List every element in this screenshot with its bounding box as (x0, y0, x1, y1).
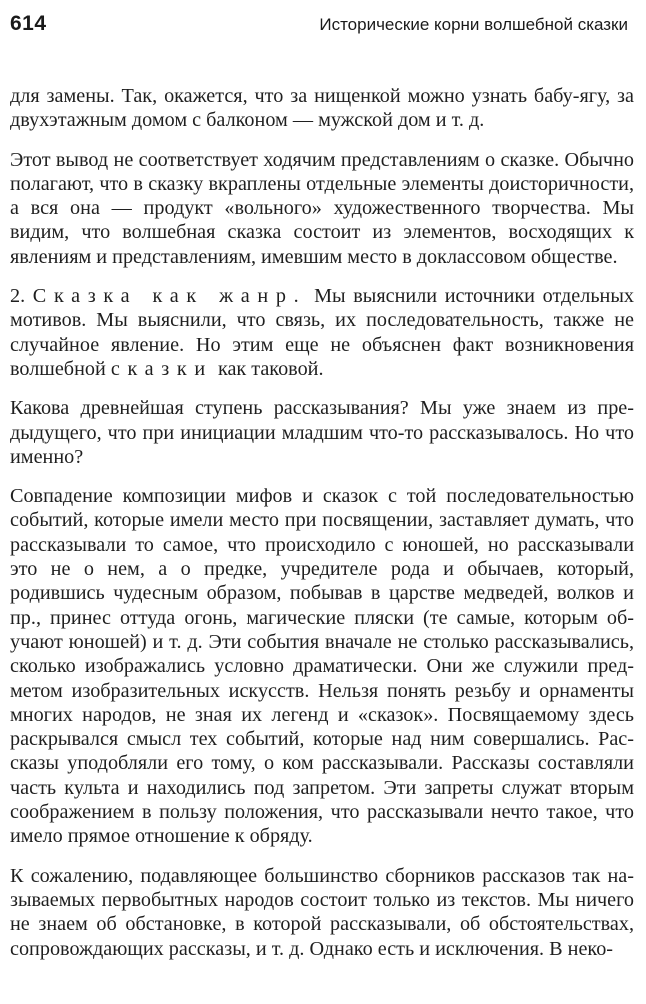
paragraph-3-tail: как таковой. (212, 357, 324, 380)
paragraph-3 (10, 284, 634, 381)
paragraph-4: Какова древнейшая ступень рассказывания? Мы уже знаем из предыдущего, что при инициации младшим что-то рассказывалось. Но что именно? (10, 397, 634, 468)
section-heading: Сказка как жанр. (32, 285, 307, 308)
paragraph-2: Этот вывод не соответствует ходячим представлениям о сказке. Обычно полагают, что в сказку вкраплены отдельные элементы доисторичности, а вся она — продукт «вольного» художественного творчества. Мы видим, что волшебная сказка состоит из элементов, восходящих к явлениям и представлениям, имевшим место в доклассовом обществе. (10, 148, 634, 268)
running-head (0, 2, 646, 42)
running-title: Исторические корни волшебной сказки (319, 15, 628, 34)
paragraph-5: Совпадение композиции мифов и сказок с той последовательностью событий, которые имели место при посвящении, заставляет думать, что рассказывали то самое, что происходило с юношей, но рассказывали это не о нем, а о предке, учредителе рода и обычаев, который, родившись чудесным образом, побывав в царстве медведей, волков и пр., принес оттуда огонь, магические пляски (те самые, которым обучают юношей) и т. д. Эти события вначале не столько рассказывались, сколько изображались условно драматически. Они же служили предметом изобразительных искусств. Нельзя понять резьбу и орнаменты многих народов, не зная их легенд и «сказок». Посвящаемому здесь раскрывался смысл тех событий, которые над ним совершались. Рассказы уподобляли его тому, о ком рассказывали. Рассказы составляли часть культа и находились под запретом. Эти запреты служат вторым соображением в пользу положения, что рассказывали нечто такое, что имело прямое отношение к обряду. (10, 485, 634, 848)
paragraph-1: для замены. Так, окажется, что за нищенкой можно узнать бабу-ягу, за двухэтажным домом с балконом — мужской дом и т. д. (10, 85, 634, 132)
page-number: 614 (10, 12, 47, 35)
body-text (10, 84, 634, 961)
paragraph-6: К сожалению, подавляющее большинство сборников рассказов так называемых первобытных народов состоит только из текстов. Мы ничего не знаем об обстановке, в которой рассказывали, об обстоятельствах, сопровождающих рассказы, и т. д. Однако есть и исключения. В неко- (10, 864, 634, 960)
spaced-emphasis: сказки (110, 357, 213, 380)
paragraph-3-text: Мы выяснили источники отдельных мотивов. Мы выяснили, что связь, их последовательность, также не случайное явление. Но этим еще не объяснен факт возникновения волшебной (10, 285, 634, 380)
section-number: 2. (10, 285, 26, 308)
